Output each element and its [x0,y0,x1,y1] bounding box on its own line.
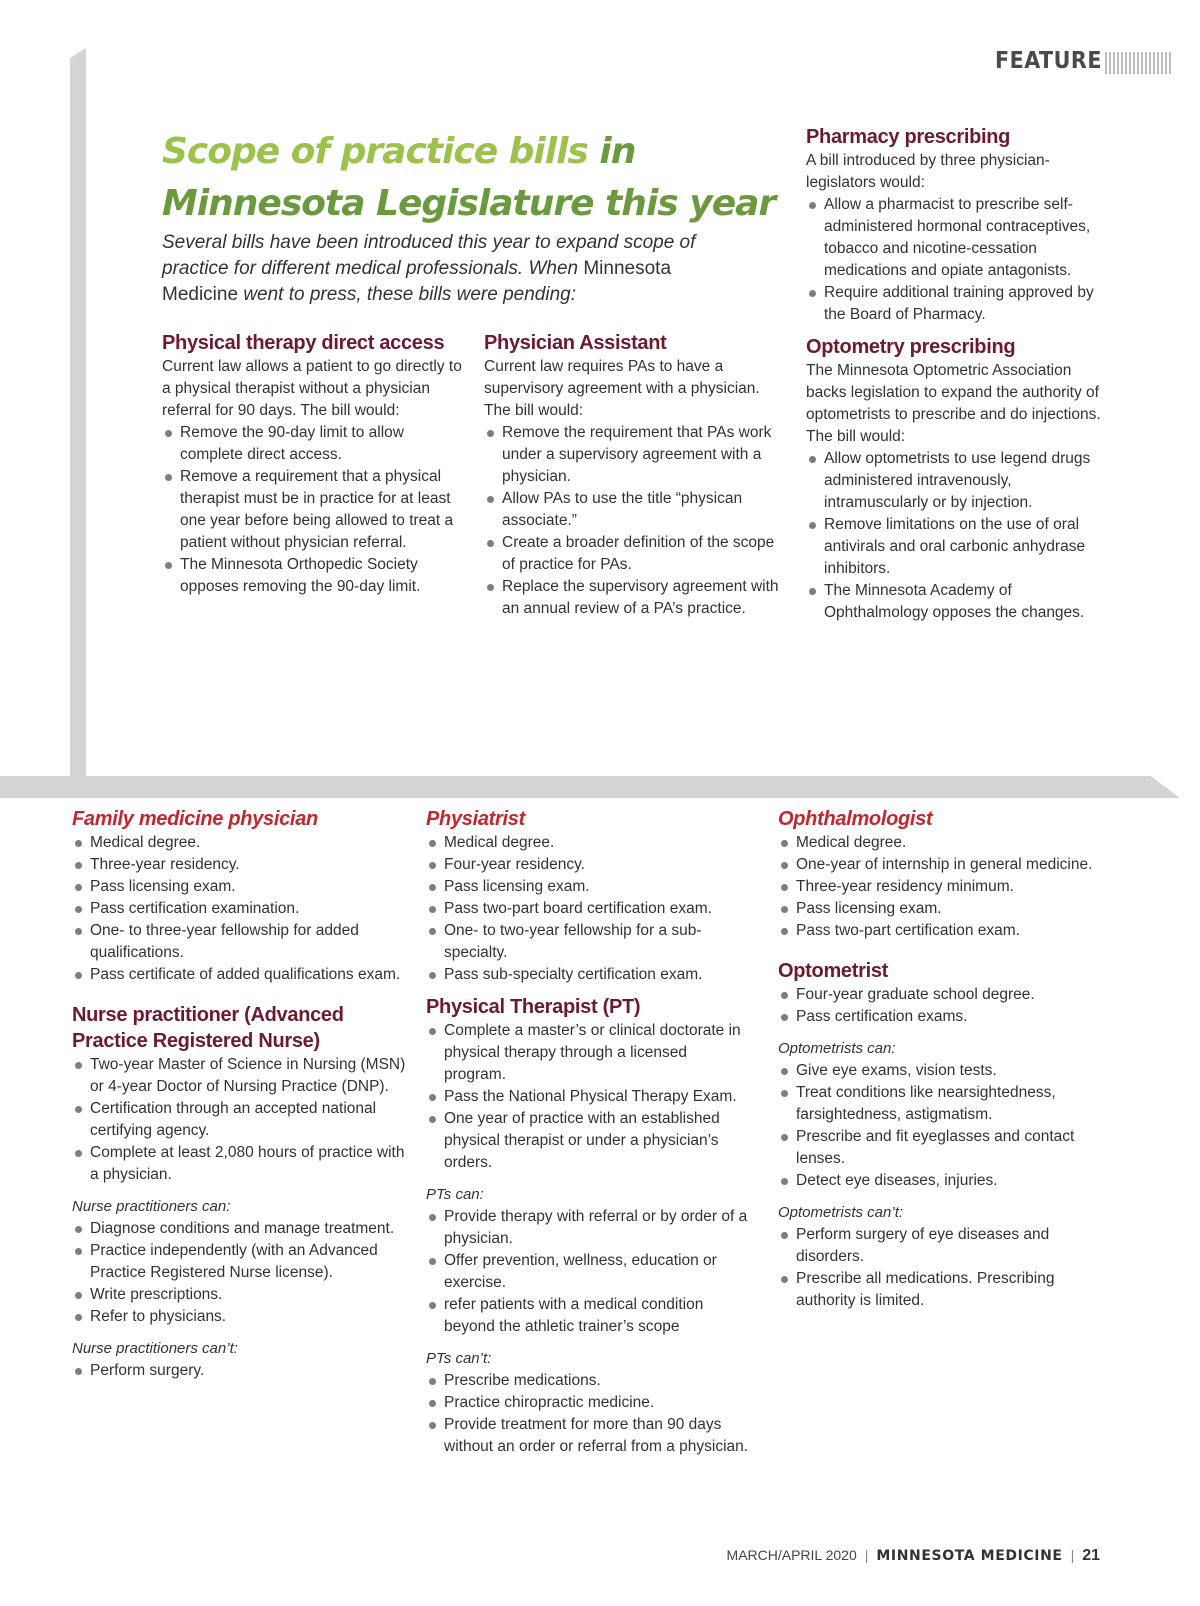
bill-heading: Physical therapy direct access [162,332,445,354]
bill-physician-assistant [484,330,789,620]
list-item: Allow PAs to use the title “physican associate.” [484,488,789,532]
bill-list [484,422,789,620]
list-item: Require additional training approved by the Board of Pharmacy. [806,282,1106,326]
footer-publication: MINNESOTA MEDICINE [876,1548,1063,1564]
intro-text-1: Several bills have been introduced this year to expand scope of practice for different medical professionals. When [162,232,696,279]
list-item: Complete at least 2,080 hours of practice with a physician. [72,1142,412,1186]
profession-heading-physiatrist: Physiatrist [426,808,525,830]
section-label-texture [1105,52,1173,74]
list-item: Provide treatment for more than 90 days without an order or referral from a physician. [426,1414,751,1458]
title-line2: Minnesota Legislature this year [162,183,776,224]
list-item: Complete a master’s or clinical doctorate in physical therapy through a licensed program. [426,1020,751,1086]
list-item: Remove the requirement that PAs work under a supervisory agreement with a physician. [484,422,789,488]
list-item: Perform surgery. [72,1360,412,1382]
intro-text-2: went to press, these bills were pending: [238,284,577,305]
list-item: Create a broader definition of the scope of practice for PAs. [484,532,789,576]
list-item: Practice independently (with an Advanced Practice Registered Nurse license). [72,1240,412,1284]
can-list [426,1206,751,1338]
list-item: One year of practice with an established physical therapist or under a physician’s orders. [426,1108,751,1174]
bill-heading-optometry: Optometry prescribing [806,336,1016,358]
list-item: Medical degree. [72,832,412,854]
bill-body: Current law requires PAs to have a supervisory agreement with a physician. The bill would: [484,358,760,419]
page-number: 21 [1082,1547,1100,1564]
list-item: refer patients with a medical condition beyond the athletic trainer’s scope [426,1294,751,1338]
can-list [72,1218,412,1328]
list-item: One- to two-year fellowship for a sub-specialty. [426,920,751,964]
profession-list [72,1054,412,1186]
list-item: Detect eye diseases, injuries. [778,1170,1103,1192]
can-list [778,1060,1103,1192]
article-intro [162,230,722,308]
intro-publication: Minnesota Medicine [162,258,672,305]
list-item: Replace the supervisory agreement with an annual review of a PA’s practice. [484,576,789,620]
profession-heading-optometrist: Optometrist [778,960,889,982]
list-item: Provide therapy with referral or by order of a physician. [426,1206,751,1250]
subheading-can: Nurse practitioners can: [72,1198,231,1215]
decorative-vertical-bar [70,48,86,778]
profession-list [426,1020,751,1174]
list-item: Remove the 90-day limit to allow complete direct access. [162,422,462,466]
list-item: Pass certificate of added qualifications exam. [72,964,412,986]
profession-heading-np: Nurse practitioner (Advanced Practice Registered Nurse) [72,1004,344,1052]
list-item: Remove limitations on the use of oral antivirals and oral carbonic anhydrase inhibitors. [806,514,1106,580]
list-item: Allow a pharmacist to prescribe self-administered hormonal contraceptives, tobacco and nicotine-cessation medications and opiate antagonists. [806,194,1106,282]
list-item: Pass the National Physical Therapy Exam. [426,1086,751,1108]
subheading-can: Optometrists can: [778,1040,896,1057]
list-item: Pass licensing exam. [72,876,412,898]
list-item: Medical degree. [778,832,1103,854]
bill-list [162,422,462,598]
profession-column-2 [426,806,751,1458]
bill-body: A bill introduced by three physician-legislators would: [806,152,1050,191]
profession-heading-pt: Physical Therapist (PT) [426,996,641,1018]
list-item: Three-year residency minimum. [778,876,1103,898]
decorative-horizontal-bar [0,776,1180,798]
profession-heading-ophthalmologist: Ophthalmologist [778,808,933,830]
list-item: Refer to physicians. [72,1306,412,1328]
list-item: Write prescriptions. [72,1284,412,1306]
subheading-can: PTs can: [426,1186,484,1203]
page-footer: MARCH/APRIL 2020 | MINNESOTA MEDICINE | 21 [726,1547,1100,1564]
list-item: Pass licensing exam. [426,876,751,898]
list-item: Give eye exams, vision tests. [778,1060,1103,1082]
list-item: Certification through an accepted national certifying agency. [72,1098,412,1142]
list-item: Remove a requirement that a physical therapist must be in practice for at least one year before being allowed to treat a patient without physician referral. [162,466,462,554]
cant-list [72,1360,412,1382]
list-item: Perform surgery of eye diseases and disorders. [778,1224,1103,1268]
profession-heading-family: Family medicine physician [72,808,318,830]
list-item: Pass certification exams. [778,1006,1103,1028]
profession-column-3 [778,806,1103,1312]
list-item: Pass two-part board certification exam. [426,898,751,920]
profession-list [778,832,1103,942]
list-item: Allow optometrists to use legend drugs administered intravenously, intramuscularly or by injection. [806,448,1106,514]
list-item: Pass sub-specialty certification exam. [426,964,751,986]
footer-issue: MARCH/APRIL 2020 [726,1547,857,1563]
list-item: Four-year graduate school degree. [778,984,1103,1006]
list-item: One-year of internship in general medicine. [778,854,1103,876]
profession-list [72,832,412,986]
bill-column-right [806,124,1106,624]
bill-list [806,448,1106,624]
list-item: Two-year Master of Science in Nursing (MSN) or 4-year Doctor of Nursing Practice (DNP). [72,1054,412,1098]
list-item: Prescribe medications. [426,1370,751,1392]
bill-heading: Physician Assistant [484,332,667,354]
list-item: Prescribe all medications. Prescribing authority is limited. [778,1268,1103,1312]
list-item: Pass licensing exam. [778,898,1103,920]
list-item: Pass two-part certification exam. [778,920,1103,942]
list-item: The Minnesota Orthopedic Society opposes removing the 90-day limit. [162,554,462,598]
list-item: Diagnose conditions and manage treatment. [72,1218,412,1240]
title-part2: in [587,131,636,172]
list-item: Medical degree. [426,832,751,854]
bill-physical-therapy [162,330,462,598]
profession-list [426,832,751,986]
cant-list [426,1370,751,1458]
profession-list [778,984,1103,1028]
list-item: Three-year residency. [72,854,412,876]
list-item: Treat conditions like nearsightedness, farsightedness, astigmatism. [778,1082,1103,1126]
list-item: Pass certification examination. [72,898,412,920]
title-highlight: Scope of practice bills [162,131,588,172]
bill-heading-pharmacy: Pharmacy prescribing [806,126,1011,148]
list-item: One- to three-year fellowship for added qualifications. [72,920,412,964]
list-item: Four-year residency. [426,854,751,876]
subheading-cant: Optometrists can’t: [778,1204,904,1221]
list-item: Practice chiropractic medicine. [426,1392,751,1414]
article-title [162,126,802,230]
subheading-cant: Nurse practitioners can’t: [72,1340,238,1357]
section-label: FEATURE [995,48,1102,74]
cant-list [778,1224,1103,1312]
bill-body: The Minnesota Optometric Association backs legislation to expand the authority of optometrists to prescribe and do injections. The bill would: [806,362,1101,445]
list-item: Prescribe and fit eyeglasses and contact lenses. [778,1126,1103,1170]
bill-list [806,194,1106,326]
bill-body: Current law allows a patient to go directly to a physical therapist without a physician referral for 90 days. The bill would: [162,358,462,419]
list-item: The Minnesota Academy of Ophthalmology opposes the changes. [806,580,1106,624]
list-item: Offer prevention, wellness, education or exercise. [426,1250,751,1294]
subheading-cant: PTs can’t: [426,1350,492,1367]
profession-column-1 [72,806,412,1382]
